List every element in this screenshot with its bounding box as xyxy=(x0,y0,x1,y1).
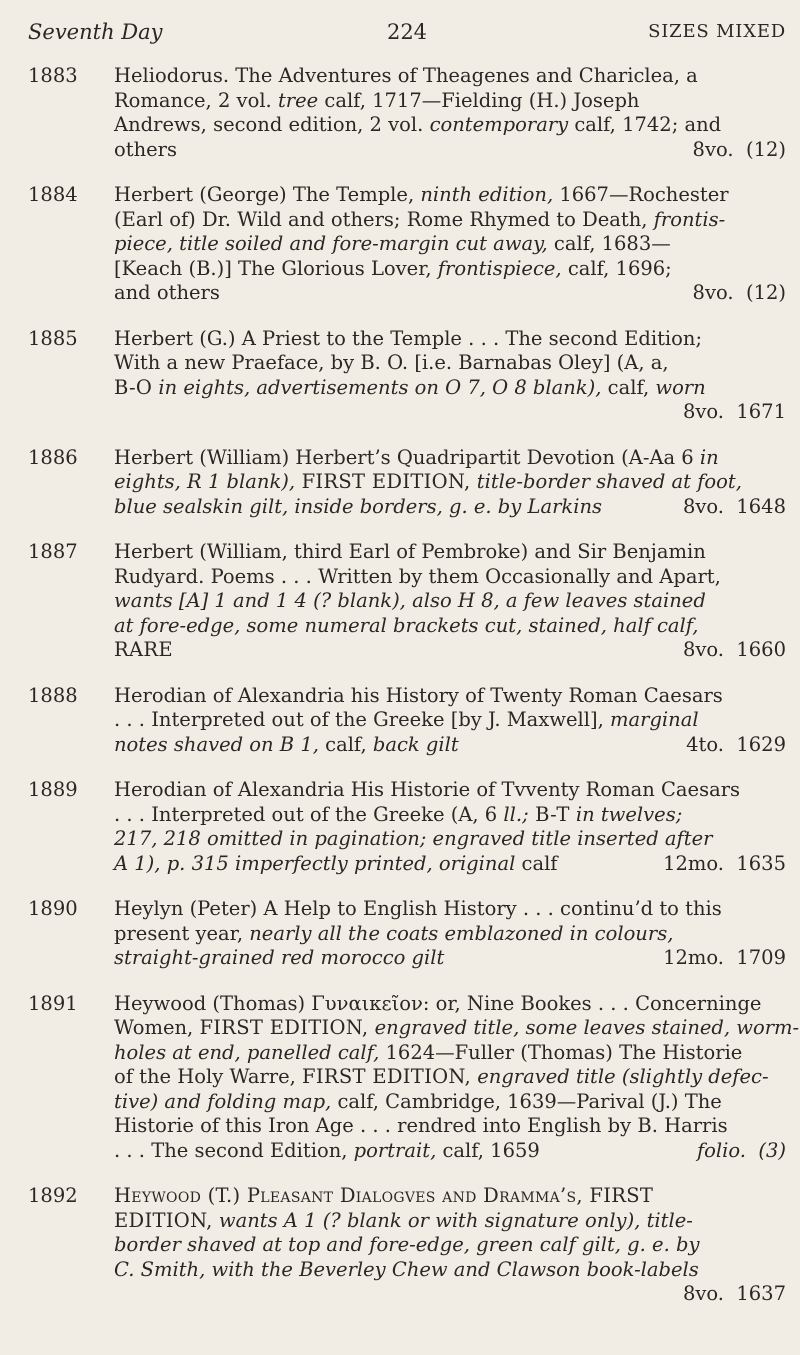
line-text xyxy=(114,281,220,306)
text-segment: 1667—Rochester xyxy=(553,183,729,206)
line-format xyxy=(683,638,786,663)
text-segment: Historie of this Iron Age . . . rendred into English by B. Harris xyxy=(114,1114,728,1137)
description-line xyxy=(114,922,786,947)
text-segment: . . . Interpreted out of the Greeke [by J. Maxwell], xyxy=(114,708,611,731)
text-segment: calf, Cambridge, 1639—Parival (J.) The xyxy=(331,1089,722,1113)
description-line xyxy=(114,852,786,877)
text-segment: Herbert (G.) A Priest to the Temple . . . The second Edition; xyxy=(114,326,703,350)
lot-number: 1888 xyxy=(28,683,78,707)
lot-list xyxy=(0,64,800,1328)
text-segment: Heylyn (Peter) A Help to English History . . . continu’d to this xyxy=(114,897,722,920)
format-date: 12mo. 1635 xyxy=(663,851,786,875)
lot-number: 1884 xyxy=(28,183,78,206)
text-segment: FIRST EDITION, xyxy=(199,1016,369,1039)
text-segment: border shaved at top and fore-edge, green calf gilt, g. e. by xyxy=(114,1233,700,1256)
description-line xyxy=(114,540,786,565)
description-line xyxy=(114,376,786,401)
description-line xyxy=(114,708,786,733)
lot-entry xyxy=(0,64,800,162)
lot-description xyxy=(114,446,786,520)
text-segment: tree xyxy=(277,88,319,112)
text-segment: Heywood (T.) Pleasant Dialogves and Dramma’s, xyxy=(114,1184,583,1207)
description-line xyxy=(114,733,786,758)
description-line xyxy=(114,684,786,709)
lot-entry xyxy=(0,992,800,1164)
text-segment: ninth edition, xyxy=(420,183,554,206)
lot-entry xyxy=(0,897,800,971)
description-line xyxy=(114,232,786,257)
text-segment: Romance, 2 vol. xyxy=(114,88,278,112)
text-segment: Rudyard. Poems . . . Written by them Occasionally and Apart, xyxy=(114,564,721,588)
description-line xyxy=(114,64,786,89)
description-line xyxy=(114,495,786,520)
text-segment: EDITION, xyxy=(114,1208,213,1232)
description-line xyxy=(114,351,786,376)
description-line xyxy=(114,778,786,803)
description-line xyxy=(114,946,786,971)
description-line xyxy=(114,565,786,590)
lot-number: 1886 xyxy=(28,445,78,469)
text-segment: B-O xyxy=(114,375,153,399)
text-segment: . . . Interpreted out of the Greeke (A, 6 xyxy=(114,802,504,826)
lot-description xyxy=(114,1184,786,1307)
text-segment: RARE xyxy=(114,638,173,661)
lot-number: 1890 xyxy=(28,897,78,920)
description-line xyxy=(114,1139,786,1164)
lot-description xyxy=(114,540,786,663)
text-segment: contemporary xyxy=(429,113,569,136)
text-segment: frontispiece, xyxy=(437,256,562,280)
description-line xyxy=(114,89,786,114)
line-format xyxy=(663,852,786,877)
description-line xyxy=(114,992,786,1017)
line-text xyxy=(114,1139,540,1164)
line-format xyxy=(683,400,786,425)
text-segment: 1624—Fuller (Thomas) The Historie xyxy=(379,1040,743,1064)
running-header xyxy=(28,18,786,48)
description-line xyxy=(114,1114,786,1139)
text-segment: Heliodorus. The Adventures of Theagenes and Chariclea, a xyxy=(114,64,698,87)
description-line xyxy=(114,400,786,425)
text-segment: eights, R 1 blank), xyxy=(114,470,296,493)
description-line xyxy=(114,208,786,233)
lot-entry xyxy=(0,183,800,306)
text-segment: present year, xyxy=(114,921,250,945)
format-date: 4to. 1629 xyxy=(686,732,786,756)
line-format xyxy=(693,281,786,306)
lot-entry xyxy=(0,540,800,663)
description-line xyxy=(114,1090,786,1115)
format-date: folio. (3) xyxy=(696,1138,786,1162)
description-line xyxy=(114,183,786,208)
lot-description xyxy=(114,327,786,425)
text-segment: Herbert (George) The Temple, xyxy=(114,183,421,206)
text-segment: calf, 1696; xyxy=(561,256,672,280)
lot-description xyxy=(114,991,800,1164)
text-segment: straight-grained red morocco gilt xyxy=(114,946,445,969)
text-segment: tive) and folding map, xyxy=(114,1089,332,1113)
text-segment: C. Smith, with the Beverley Chew and Clawson book-labels xyxy=(114,1257,699,1281)
format-date: 8vo. (12) xyxy=(692,137,786,161)
text-segment: A 1), p. 315 imperfectly printed, original xyxy=(114,851,516,875)
description-line xyxy=(114,1209,786,1234)
text-segment: piece, title soiled and fore-margin cut away, xyxy=(114,232,548,255)
format-date: 8vo. 1637 xyxy=(682,1282,786,1305)
text-segment: FIRST EDITION, xyxy=(295,470,471,493)
line-format xyxy=(671,495,786,520)
lot-number: 1883 xyxy=(28,64,78,87)
lot-entry xyxy=(0,1184,800,1307)
lot-description xyxy=(114,897,786,971)
text-segment: With a new Praeface, by B. O. [i.e. Barnabas Oley] (A, a, xyxy=(114,351,669,374)
format-date: 8vo. 1660 xyxy=(682,638,786,661)
line-format xyxy=(663,946,786,971)
description-line xyxy=(114,281,786,306)
text-segment: Heywood (Thomas) Γυναικεῖον: or, Nine Bookes . . . Concerninge xyxy=(114,991,762,1015)
lot-description xyxy=(114,64,786,162)
format-date: 8vo. 1648 xyxy=(670,494,786,518)
lot-number: 1889 xyxy=(28,778,78,801)
text-segment: frontis- xyxy=(653,207,726,231)
text-segment: Herbert (William, third Earl of Pembroke) and Sir Benjamin xyxy=(114,540,706,563)
description-line xyxy=(114,614,786,639)
description-line xyxy=(114,446,786,471)
description-line xyxy=(114,1258,786,1283)
text-segment: wants A 1 (? blank or with signature only), title- xyxy=(212,1208,693,1232)
text-segment: in twelves; xyxy=(569,802,683,826)
page-number: 224 xyxy=(386,20,428,44)
text-segment: at fore-edge, some numeral brackets cut, stained, half calf, xyxy=(114,613,699,637)
description-line xyxy=(114,113,786,138)
description-line xyxy=(114,1065,786,1090)
text-segment: wants [A] 1 and 1 4 (? blank), also H 8, a few leaves stained xyxy=(114,589,706,612)
text-segment: Women, xyxy=(114,1016,200,1039)
text-segment: FIRST xyxy=(582,1184,654,1207)
text-segment: blue sealskin gilt, inside borders, g. e. by Larkins xyxy=(114,494,603,518)
line-text xyxy=(114,733,459,758)
text-segment: worn xyxy=(655,375,706,399)
text-segment: nearly all the coats emblazoned in colours, xyxy=(249,921,674,945)
lot-number: 1891 xyxy=(28,991,78,1015)
text-segment: engraved title, some leaves stained, worm- xyxy=(368,1016,800,1039)
lot-description xyxy=(114,778,786,876)
line-text xyxy=(114,852,558,877)
lot-entry xyxy=(0,684,800,758)
description-line xyxy=(114,257,786,282)
description-line xyxy=(114,638,786,663)
description-line xyxy=(114,1016,800,1041)
lot-description xyxy=(114,684,786,758)
text-segment: . . . The second Edition, xyxy=(114,1138,354,1162)
lot-number: 1887 xyxy=(28,540,78,563)
lot-entry xyxy=(0,446,800,520)
description-line xyxy=(114,470,786,495)
description-line xyxy=(114,897,786,922)
description-line xyxy=(114,1041,786,1066)
text-segment: marginal xyxy=(610,708,699,731)
text-segment: (Earl of) Dr. Wild and others; Rome Rhymed to Death, xyxy=(114,207,654,231)
description-line xyxy=(114,327,786,352)
description-line xyxy=(114,138,786,163)
line-text xyxy=(114,946,444,971)
line-format xyxy=(693,138,786,163)
text-segment: Herbert (William) Herbert’s Quadripartit Devotion (A-Aa 6 xyxy=(114,445,700,469)
text-segment: 217, 218 omitted in pagination; engraved title inserted after xyxy=(114,827,713,850)
text-segment: of the Holy Warre, xyxy=(114,1065,303,1088)
format-date: 8vo. 1671 xyxy=(682,400,786,423)
section-heading: SIZES MIXED xyxy=(648,21,786,42)
text-segment: Andrews, second edition, 2 vol. xyxy=(114,113,430,136)
description-line xyxy=(114,1282,786,1307)
description-line xyxy=(114,1184,786,1209)
text-segment: calf, 1717—Fielding (H.) Joseph xyxy=(318,88,640,112)
text-segment: title-border shaved at foot, xyxy=(470,470,742,493)
description-line xyxy=(114,589,786,614)
line-format xyxy=(683,1282,786,1307)
text-segment: FIRST EDITION, xyxy=(302,1065,472,1088)
text-segment: B-T xyxy=(528,802,570,826)
text-segment: notes shaved on B 1, xyxy=(114,732,319,756)
text-segment: [Keach (B.)] The Glorious Lover, xyxy=(114,256,438,280)
text-segment: in eights, advertisements on O 7, O 8 blank), xyxy=(152,375,602,399)
lot-entry xyxy=(0,778,800,876)
text-segment: calf, 1683— xyxy=(547,232,671,255)
format-date: 12mo. 1709 xyxy=(663,946,786,969)
lot-description xyxy=(114,183,786,306)
day-heading: Seventh Day xyxy=(28,20,163,44)
lot-number: 1892 xyxy=(28,1184,78,1207)
text-segment: Herodian of Alexandria his History of Twenty Roman Caesars xyxy=(114,683,723,707)
text-segment: calf, 1742; and xyxy=(568,113,722,136)
text-segment: calf, 1659 xyxy=(436,1138,540,1162)
text-segment: others xyxy=(114,137,178,161)
line-format xyxy=(697,1139,786,1164)
description-line xyxy=(114,1233,786,1258)
text-segment: and others xyxy=(114,281,220,304)
line-text xyxy=(114,138,177,163)
lot-number: 1885 xyxy=(28,326,78,350)
format-date: 8vo. (12) xyxy=(692,281,786,304)
text-segment: engraved title (slightly defec- xyxy=(471,1065,769,1088)
text-segment: ll.; xyxy=(503,802,529,826)
line-text xyxy=(114,638,173,663)
text-segment: calf xyxy=(515,851,558,875)
lot-entry xyxy=(0,327,800,425)
text-segment: back gilt xyxy=(372,732,459,756)
text-segment: Herodian of Alexandria His Historie of Tvventy Roman Caesars xyxy=(114,778,741,801)
line-text xyxy=(114,495,602,520)
description-line xyxy=(114,803,786,828)
text-segment: calf, xyxy=(601,375,656,399)
text-segment: calf, xyxy=(318,732,373,756)
description-line xyxy=(114,827,786,852)
text-segment: holes at end, panelled calf, xyxy=(114,1040,380,1064)
text-segment: in xyxy=(699,445,719,469)
text-segment: portrait, xyxy=(353,1138,437,1162)
line-format xyxy=(686,733,786,758)
